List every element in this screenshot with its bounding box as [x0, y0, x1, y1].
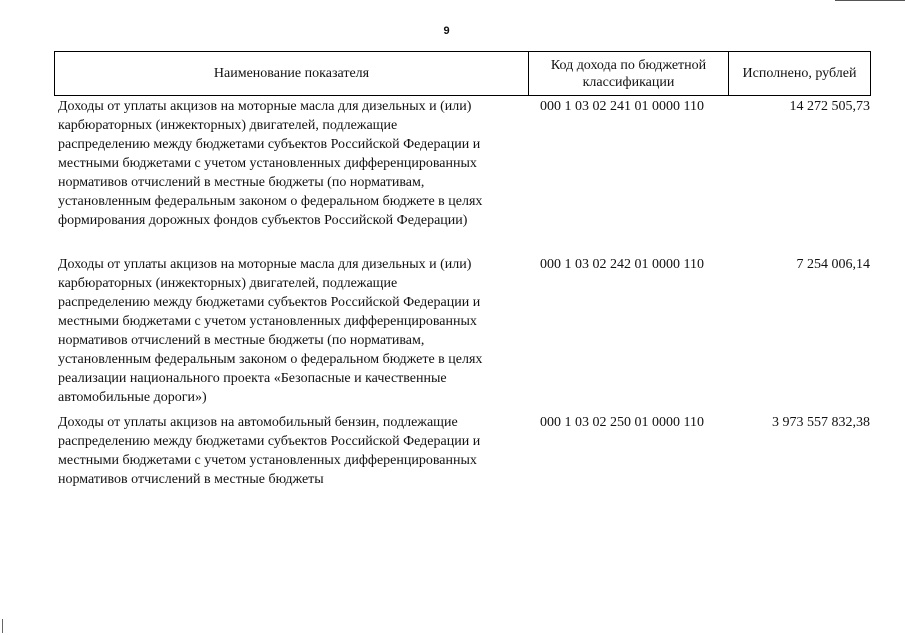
table-row — [58, 97, 870, 255]
header-name-cell: Наименование показателя — [55, 52, 529, 95]
top-edge-rule — [835, 0, 905, 1]
header-amount-cell: Исполнено, рублей — [742, 66, 857, 81]
row-code: 000 1 03 02 241 01 0000 110 — [540, 99, 704, 114]
row-name: Доходы от уплаты акцизов на моторные масла для дизельных и (или) карбюраторных (инжекторных) двигателей, подлежащие распределению между бюджетами субъектов Российской Федерации и местными бюджетами с учетом установленных дифференцированных нормативов отчислений в местные бюджеты (по нормативам, установленным федеральным законом о федеральном бюджете в целях формирования дорожных фондов субъектов Российской Федерации) — [58, 99, 483, 228]
row-code: 000 1 03 02 242 01 0000 110 — [540, 257, 704, 272]
row-amount: 3 973 557 832,38 — [772, 415, 870, 430]
table-row — [58, 413, 870, 489]
table-body — [58, 97, 870, 489]
header-code-cell: Код дохода по бюджетной классификации — [529, 52, 729, 95]
row-amount: 14 272 505,73 — [789, 99, 870, 114]
table-header — [54, 51, 871, 96]
scan-edge-mark — [2, 619, 3, 633]
row-amount: 7 254 006,14 — [796, 257, 870, 272]
row-name: Доходы от уплаты акцизов на автомобильный бензин, подлежащие распределению между бюджетами субъектов Российской Федерации и местными бюджетами с учетом установленных дифференцированных нормативов отчислений в местные бюджеты — [58, 415, 481, 487]
page-number: 9 — [443, 25, 450, 37]
row-name: Доходы от уплаты акцизов на моторные масла для дизельных и (или) карбюраторных (инжекторных) двигателей, подлежащие распределению между бюджетами субъектов Российской Федерации и местными бюджетами с учетом установленных дифференцированных нормативов отчислений в местные бюджеты (по нормативам, установленным федеральным законом о федеральном бюджете в целях реализации национального проекта «Безопасные и качественные автомобильные дороги») — [58, 257, 483, 405]
row-code: 000 1 03 02 250 01 0000 110 — [540, 415, 704, 430]
table-row — [58, 255, 870, 413]
